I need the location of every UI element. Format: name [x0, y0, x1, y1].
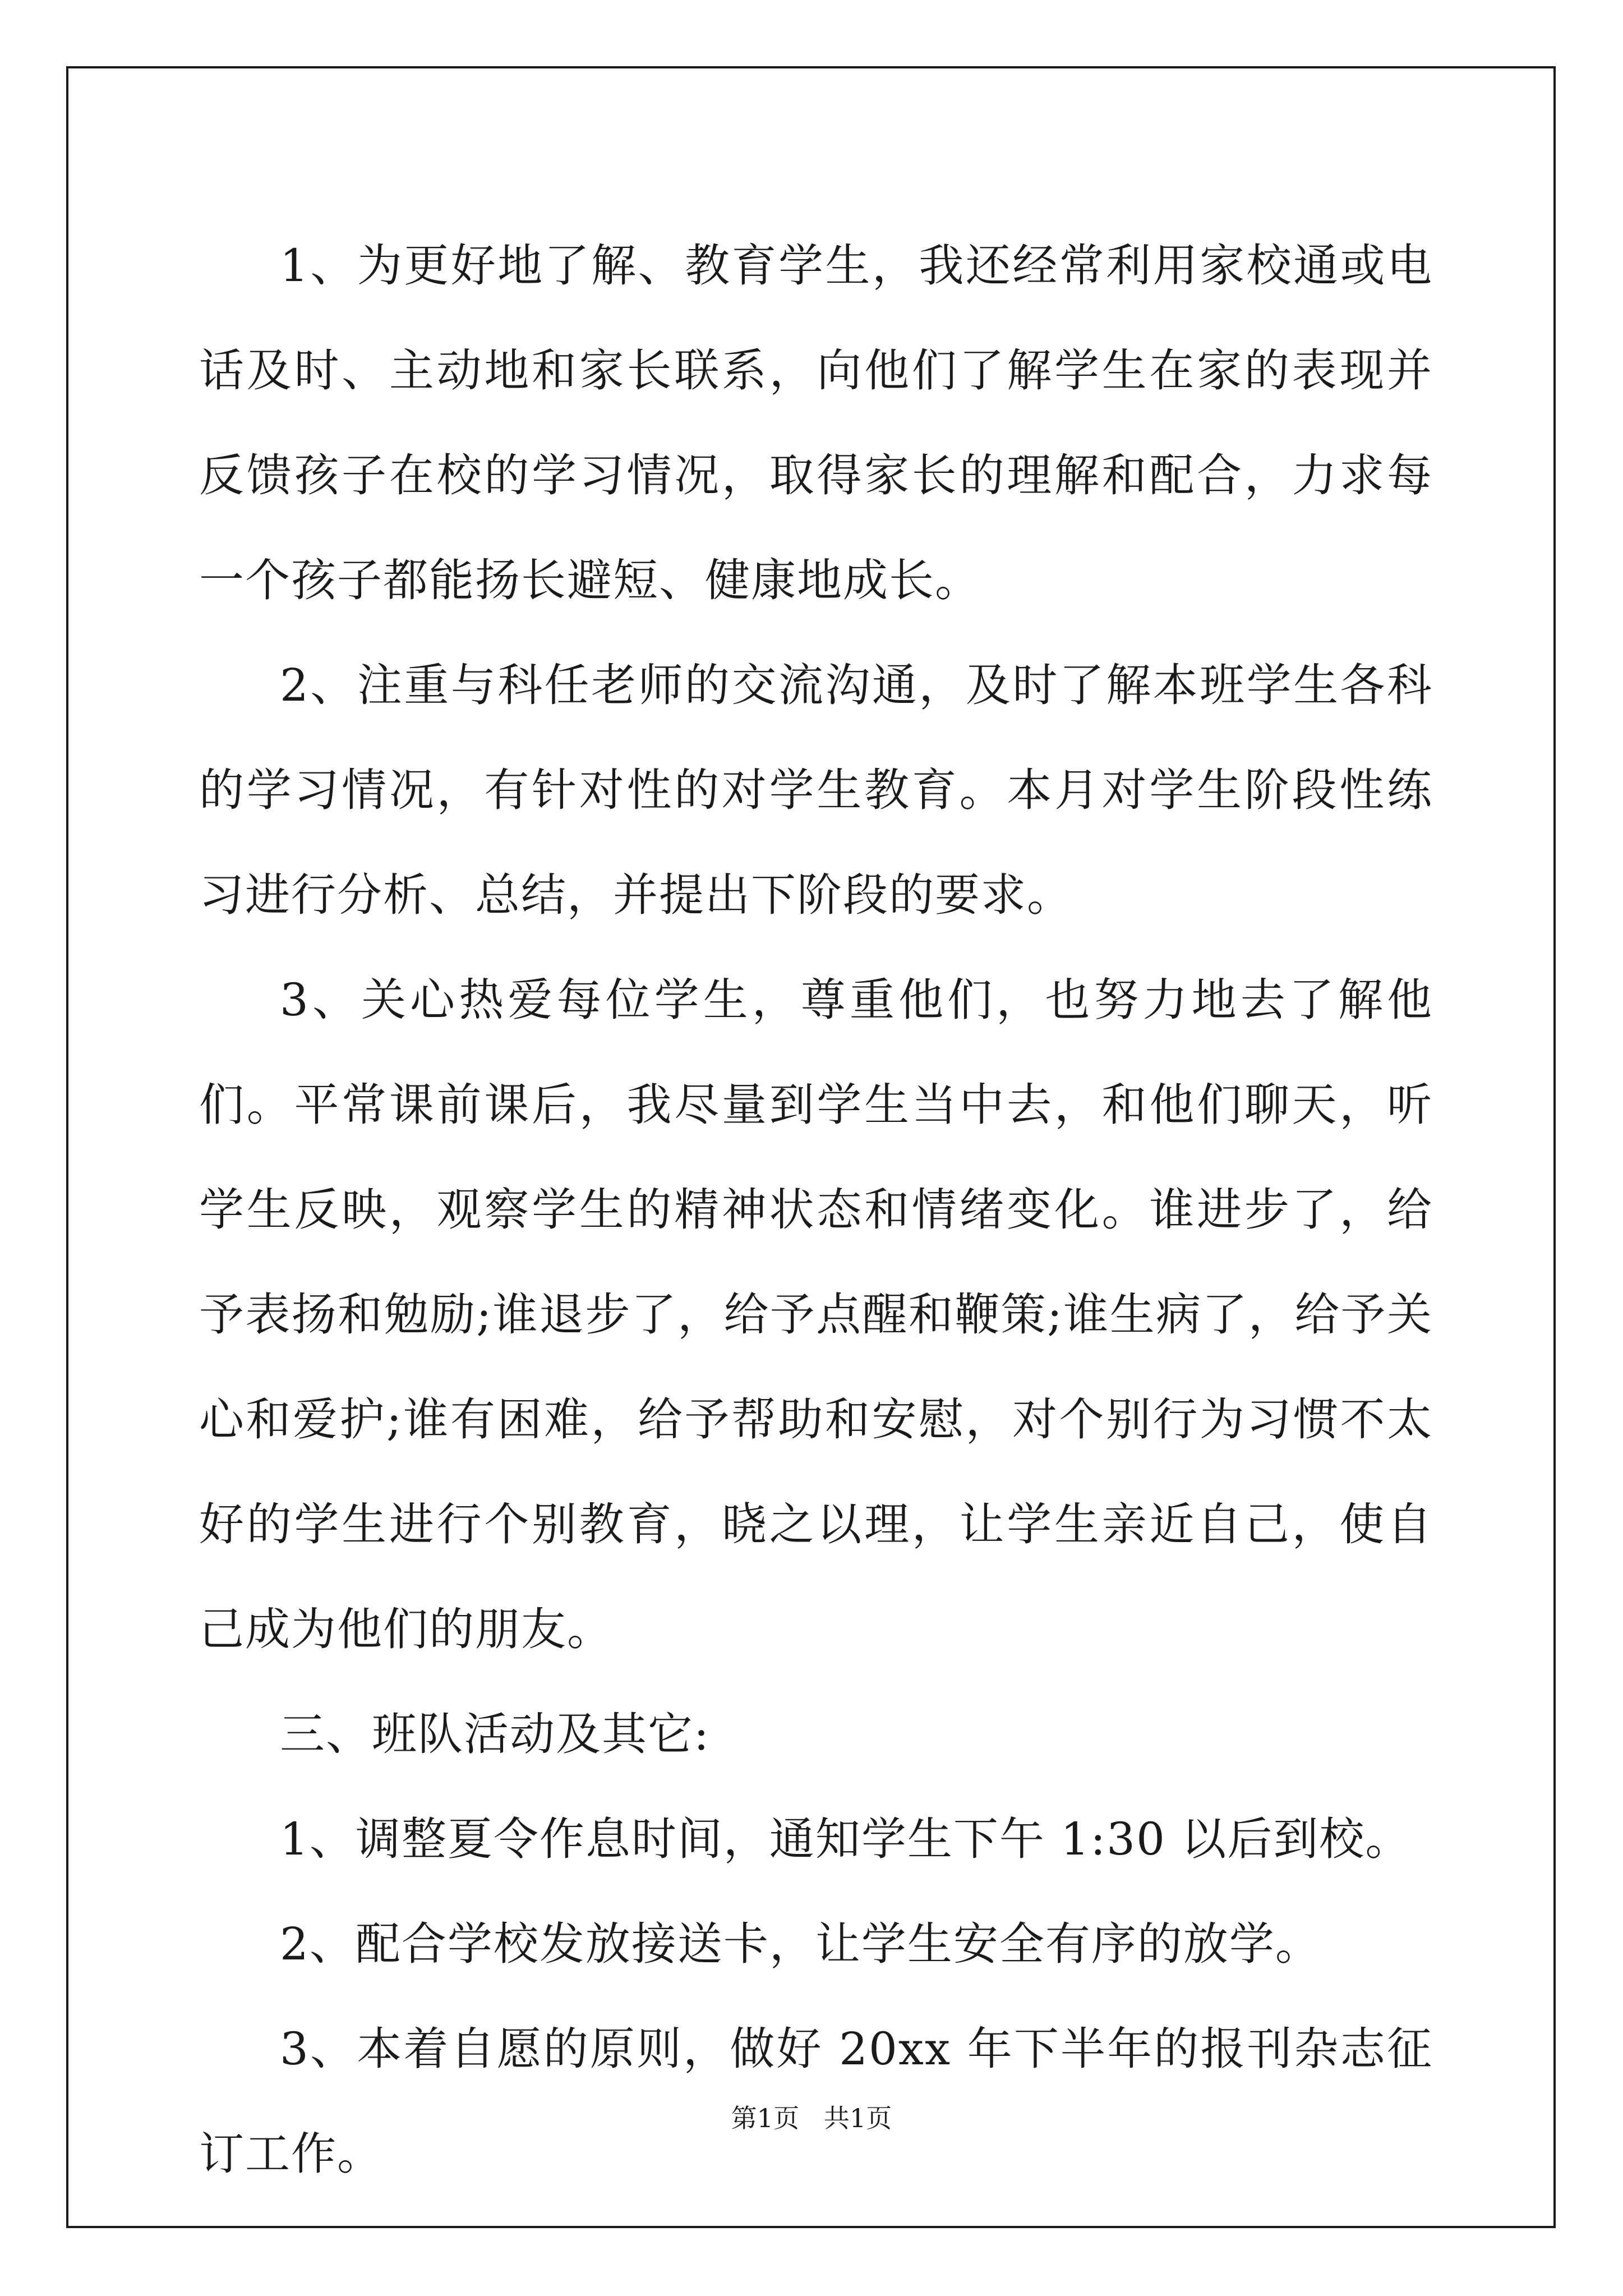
page-number-footer: 第1页 共1页 [731, 2103, 892, 2133]
paragraph: 3、关心热爱每位学生，尊重他们，也努力地去了解他们。平常课前课后，我尽量到学生当中去，和他们聊天，听学生反映，观察学生的精神状态和情绪变化。谁进步了，给予表扬和勉励;谁退步了，给予点醒和鞭策;谁生病了，给予关心和爱护;谁有困难，给予帮助和安慰，对个别行为习惯不太好的学生进行个别教育，晓之以理，让学生亲近自己，使自己成为他们的朋友。 [199, 974, 1433, 1655]
paragraph: 3、本着自愿的原则，做好 20xx 年下半年的报刊杂志征订工作。 [199, 2023, 1433, 2180]
paragraph: 2、注重与科任老师的交流沟通，及时了解本班学生各科的学习情况，有针对性的对学生教育。本月对学生阶段性练习进行分析、总结，并提出下阶段的要求。 [199, 659, 1433, 921]
document-body [199, 213, 1433, 2206]
section-heading: 三、班队活动及其它: [280, 1708, 710, 1760]
paragraph: 1、调整夏令作息时间，通知学生下午 1:30 以后到校。 [280, 1813, 1412, 1865]
paragraph: 2、配合学校发放接送卡，让学生安全有序的放学。 [280, 1918, 1321, 1970]
paragraph: 1、为更好地了解、教育学生，我还经常利用家校通或电话及时、主动地和家长联系，向他们了解学生在家的表现并反馈孩子在校的学习情况，取得家长的理解和配合，力求每一个孩子都能扬长避短、健康地成长。 [199, 240, 1433, 606]
